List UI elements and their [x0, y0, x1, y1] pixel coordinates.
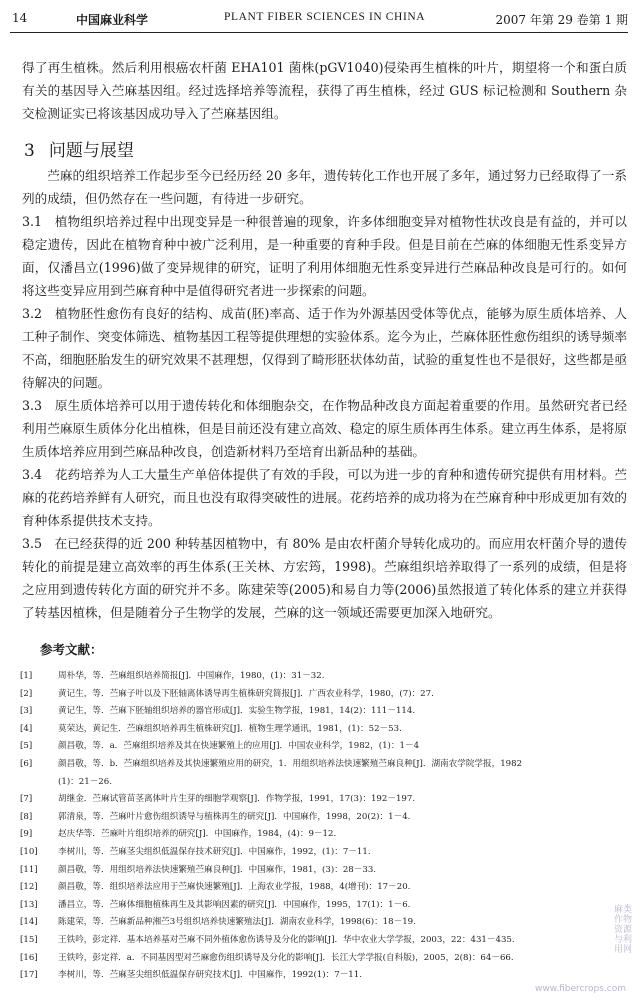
- reference-item: [20, 774, 630, 792]
- header-volume: 2007 年第 29 卷第 1 期: [495, 13, 628, 27]
- reference-text: (1)：21－26.: [58, 776, 112, 787]
- reference-text: 黄记生，等．苎麻子叶以及下胚轴离体诱导再生植株研究简报[J]．广西农业科学，1980，(7)：27.: [58, 688, 434, 699]
- reference-number: [13]: [20, 899, 38, 910]
- reference-item: [20, 914, 630, 932]
- reference-number: [6]: [20, 758, 33, 769]
- reference-text: 潘昌立，等．苎麻体细胞植株再生及其影响因素的研究[J]．中国麻作，1995，17(1)：1－6.: [58, 899, 411, 910]
- reference-text: 颜昌敬，等．b．苎麻组织培养及其快速繁殖应用的研究，1．用组织培养法快速繁殖苎麻良种[J]．湖南农学院学报，1982: [58, 758, 523, 769]
- reference-number: [17]: [20, 970, 38, 981]
- paragraph-3-1: 3.1 植物组织培养过程中出现变异是一种很普遍的现象，许多体细胞变异对植物性状改良是有益的，并可以稳定遗传，因此在植物育种中被广泛利用，是一种重要的育种手段。但是目前在苎麻的体细胞无性系变异方面，仅潘昌立(1996)做了变异规律的研究，证明了利用体细胞无性系变异进行苎麻品种改良是可行的。如何将这些变异应用到苎麻育种中是值得研究者进一步探索的问题。: [22, 214, 627, 298]
- reference-item: [20, 756, 630, 774]
- reference-text: 郭清泉，等．苎麻叶片愈伤组织诱导与植株再生的研究[J]．中国麻作，1998，20(2)：1－4.: [58, 811, 411, 822]
- reference-item: [20, 668, 630, 686]
- reference-text: 李树川，等．苎麻茎尖组织低温保存技术研究[J]．中国麻作，1992，(1)：7－11.: [58, 846, 371, 857]
- reference-number: [3]: [20, 706, 33, 717]
- reference-number: [16]: [20, 952, 38, 963]
- references-title: 参考文献：: [40, 642, 103, 657]
- reference-text: 颜昌敬，等．a．苎麻组织培养及其在快速繁殖上的应用[J]．中国农业科学，1982，(1)：1－4: [58, 741, 420, 752]
- reference-text: 胡继金．苎麻试管苗茎离体叶片生芽的细胞学观察[J]．作物学报，1991，17(3)：192－197.: [58, 794, 416, 805]
- reference-number: [1]: [20, 671, 33, 681]
- reference-number: [20, 774, 58, 792]
- reference-item: [20, 809, 630, 827]
- page-header: [10, 8, 628, 33]
- reference-text: 陈建荣，等．苎麻新品种湘苎3号组织培养快速繁殖法[J]．湖南农业科学，1998(6)：18－19.: [58, 917, 416, 928]
- reference-number: [10]: [20, 846, 38, 857]
- watermark-text: 麻类作物资源与利用网: [614, 905, 633, 955]
- reference-text: 王铁吟，彭定祥．a．不同基因型对苎麻愈伤组织诱导及分化的影响[J]．长江大学学报(自科版)，2005，2(8)：64－66.: [58, 952, 514, 963]
- reference-item: [20, 738, 630, 756]
- reference-item: [20, 862, 630, 880]
- paragraph-3-3: 3.3 原生质体培养可以用于遗传转化和体细胞杂交，在作物品种改良方面起着重要的作用。虽然研究者已经利用苎麻原生质体分化出植株，但是目前还没有建立高效、稳定的原生质体再生体系。建立再生体系，是将原生质体培养应用到苎麻品种改良，创造新材料乃至培育出新品种的基础。: [22, 398, 627, 459]
- reference-item: [20, 703, 630, 721]
- reference-number: [2]: [20, 688, 33, 699]
- reference-number: [7]: [20, 794, 33, 805]
- reference-text: 周朴华，等．苎麻组织培养简报[J]．中国麻作，1980，(1)：31－32.: [58, 671, 325, 681]
- reference-item: [20, 721, 630, 739]
- body-text: [22, 164, 627, 624]
- watermark-url: www.fibercrops.com: [535, 984, 626, 994]
- reference-item: [20, 844, 630, 862]
- paragraph-overview: 苎麻的组织培养工作起步至今已经历经 20 多年，遗传转化工作也开展了多年，通过努力已经取得了一系列的成绩，但仍然存在一些问题，有待进一步研究。: [22, 168, 627, 206]
- header-journal-en: PLANT FIBER SCIENCES IN CHINA: [224, 11, 426, 23]
- reference-number: [12]: [20, 882, 38, 893]
- reference-number: [4]: [20, 723, 33, 734]
- header-journal-cn: 中国麻业科学: [76, 13, 149, 27]
- reference-item: [20, 686, 630, 704]
- paragraph-3-2: 3.2 植物胚性愈伤有良好的结构、成苗(胚)率高、适于作为外源基因受体等优点，能够为原生质体培养、人工种子制作、突变体筛选、植物基因工程等提供理想的实验体系。迄今为止，苎麻体胚性愈伤组织的诱导频率不高，细胞胚胎发生的研究效果不甚理想，仅得到了畸形胚状体幼苗，试验的重复性也不是很好，这些都是亟待解决的问题。: [22, 306, 627, 390]
- reference-text: 李树川，等．苎麻茎尖组织低温保存研究技术[J]．中国麻作，1992(1)：7－11.: [58, 970, 362, 981]
- reference-number: [15]: [20, 934, 38, 945]
- reference-number: [8]: [20, 811, 33, 822]
- reference-text: 颜昌敬，等．组织培养法应用于苎麻快速繁殖[J]．上海农业学报，1988，4(增刊)：17－20.: [58, 882, 411, 893]
- section-title: 问题与展望: [48, 141, 134, 161]
- reference-number: [11]: [20, 864, 38, 875]
- reference-number: [14]: [20, 917, 38, 928]
- reference-item: [20, 897, 630, 915]
- reference-item: [20, 826, 630, 844]
- reference-number: [5]: [20, 741, 33, 752]
- reference-item: [20, 950, 630, 968]
- paragraph-3-5: 3.5 在已经获得的近 200 种转基因植物中，有 80% 是由农杆菌介导转化成功的。而应用农杆菌介导的遗传转化的前提是建立高效率的再生体系(王关林、方宏筠，1998)。苎麻组织培养取得了一系列的成绩，但是将之应用到遗传转化方面的研究并不多。陈建荣等(2005)和易自力等(2006)虽然报道了转化体系的建立并获得了转基因植株，但是随着分子生物学的发展，苎麻的这一领域还需要更加深入地研究。: [22, 536, 627, 620]
- reference-text: 颜昌敬，等．用组织培养法快速繁殖苎麻良种[J]．中国麻作，1981，(3)：28－33.: [58, 864, 377, 875]
- reference-text: 黄记生，等．苎麻下胚轴组织培养的器官形成[J]．实验生物学报，1981，14(2)：111－114.: [58, 706, 416, 717]
- reference-item: [20, 932, 630, 950]
- reference-item: [20, 967, 630, 985]
- intro-block: [22, 56, 627, 125]
- reference-number: [9]: [20, 829, 33, 840]
- section-heading: [24, 136, 148, 161]
- reference-text: 王铁吟，彭定祥．基本培养基对苎麻不同外植体愈伤诱导及分化的影响[J]．华中农业大学学报，2003，22：431－435.: [58, 934, 515, 945]
- reference-text: 赵庆华等．苎麻叶片组织培养的研究[J]．中国麻作，1984，(4)：9－12.: [58, 829, 337, 840]
- reference-text: 莫荣达，黄记生．苎麻组织培养再生植株研究[J]．植物生理学通讯，1981，(1)：52－53.: [58, 723, 402, 734]
- intro-paragraph: 得了再生植株。然后利用根癌农杆菌 EHA101 菌株(pGV1040)侵染再生植株的叶片，期望将一个和蛋白质有关的基因导入苎麻基因组。经过选择培养等流程，获得了再生植株，经过 GUS 标记检测和 Southern 杂交检测证实已将该基因成功导入了苎麻基因组。: [22, 60, 627, 121]
- paragraph-3-4: 3.4 花药培养为人工大量生产单倍体提供了有效的手段，可以为进一步的育种和遗传研究提供有用材料。苎麻的花药培养鲜有人研究，而且也没有取得突破性的进展。花药培养的成功将为在苎麻育种中形成更加有效的育种体系提供技术支持。: [22, 467, 627, 528]
- reference-item: [20, 879, 630, 897]
- reference-item: [20, 791, 630, 809]
- references-list: [20, 668, 633, 985]
- header-page-number: 14: [12, 11, 28, 25]
- section-number: 3: [24, 141, 35, 161]
